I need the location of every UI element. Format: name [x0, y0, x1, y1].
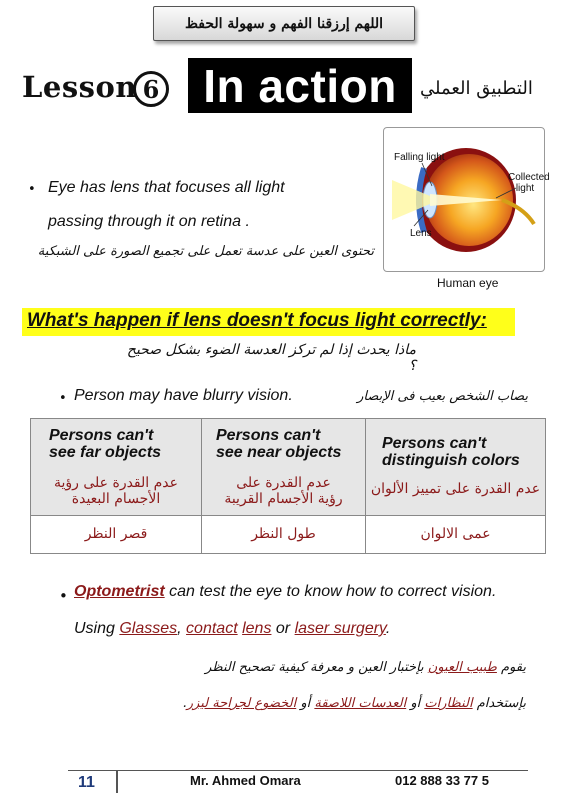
footer-separator: [116, 771, 118, 793]
condition-name: عمى الالوان: [420, 526, 491, 542]
optometrist-keyword: Optometrist: [74, 583, 165, 600]
question-english: What's happen if lens doesn't focus light correctly:: [27, 310, 487, 331]
column-heading: Persons can't see far objects: [49, 427, 162, 461]
column-arabic: عدم القدرة على رؤية الأجسام القريبة: [224, 475, 343, 507]
vision-defects-table: [30, 418, 546, 554]
table-cell: [31, 516, 202, 554]
table-cell: [202, 516, 366, 554]
author-name: Mr. Ahmed Omara: [190, 773, 301, 788]
lens-link: lens: [242, 620, 272, 637]
collected-light-label: Collected light: [508, 172, 550, 194]
correction-methods-line: Using Glasses, contact lens or laser surgery.: [74, 620, 391, 637]
column-arabic: عدم القدرة على تمييز الألوان: [370, 481, 541, 497]
lesson-number-badge: 6: [133, 71, 169, 107]
contact-link: contact: [186, 620, 238, 637]
table-cell: [31, 419, 202, 516]
lens-fact-line2: passing through it on retina .: [48, 213, 250, 230]
column-arabic: عدم القدرة على رؤية الأجسام البعيدة: [54, 475, 178, 507]
table-cell: [366, 419, 546, 516]
blurry-vision-text: Person may have blurry vision.: [74, 387, 293, 404]
bullet-icon: •: [28, 182, 36, 197]
arabic-note-line2: بإستخدام النظارات أو العدسات اللاصقة أو الخضوع لجراحة ليزر.: [182, 696, 526, 711]
blurry-vision-arabic: يصاب الشخص بعيب فى الإبصار: [357, 389, 528, 404]
question-arabic: ماذا يحدث إذا لم تركز العدسة الضوء بشكل صحيح ؟: [126, 342, 416, 374]
arabic-title: التطبيق العملي: [420, 78, 533, 99]
arabic-note-line1: يقوم طبيب العيون بإختبار العين و معرفة كيفية تصحيح النظر: [205, 660, 526, 675]
table-cell: [366, 516, 546, 554]
table-cell: [202, 419, 366, 516]
laser-surgery-link: laser surgery: [294, 620, 386, 637]
eye-illustration: [384, 128, 550, 271]
page-title: In action: [188, 58, 412, 113]
page-number: 11: [78, 774, 95, 791]
condition-name: قصر النظر: [84, 526, 148, 542]
lens-fact-line1: Eye has lens that focuses all light: [48, 179, 285, 196]
condition-name: طول النظر: [251, 526, 316, 542]
eye-caption: Human eye: [437, 276, 499, 290]
phone-number: 012 888 33 77 5: [395, 773, 489, 788]
lesson-label: Lesson: [22, 70, 137, 104]
dua-banner: اللهم إرزقنا الفهم و سهولة الحفظ: [153, 6, 415, 41]
footer-divider: [68, 770, 528, 771]
lens-label: Lens: [410, 228, 432, 239]
column-heading: Persons can't see near objects: [216, 427, 342, 461]
glasses-link: Glasses: [119, 620, 178, 637]
lens-fact-arabic: تحتوى العين على عدسة تعمل على تجميع الصورة على الشبكية: [37, 244, 374, 259]
bullet-icon: •: [59, 391, 67, 406]
optometrist-line: Optometrist can test the eye to know how to correct vision.: [74, 583, 497, 600]
falling-light-label: Falling light: [394, 152, 445, 163]
column-heading: Persons can't distinguish colors: [382, 435, 520, 469]
eye-diagram: [383, 127, 550, 272]
bullet-icon: •: [59, 587, 68, 605]
